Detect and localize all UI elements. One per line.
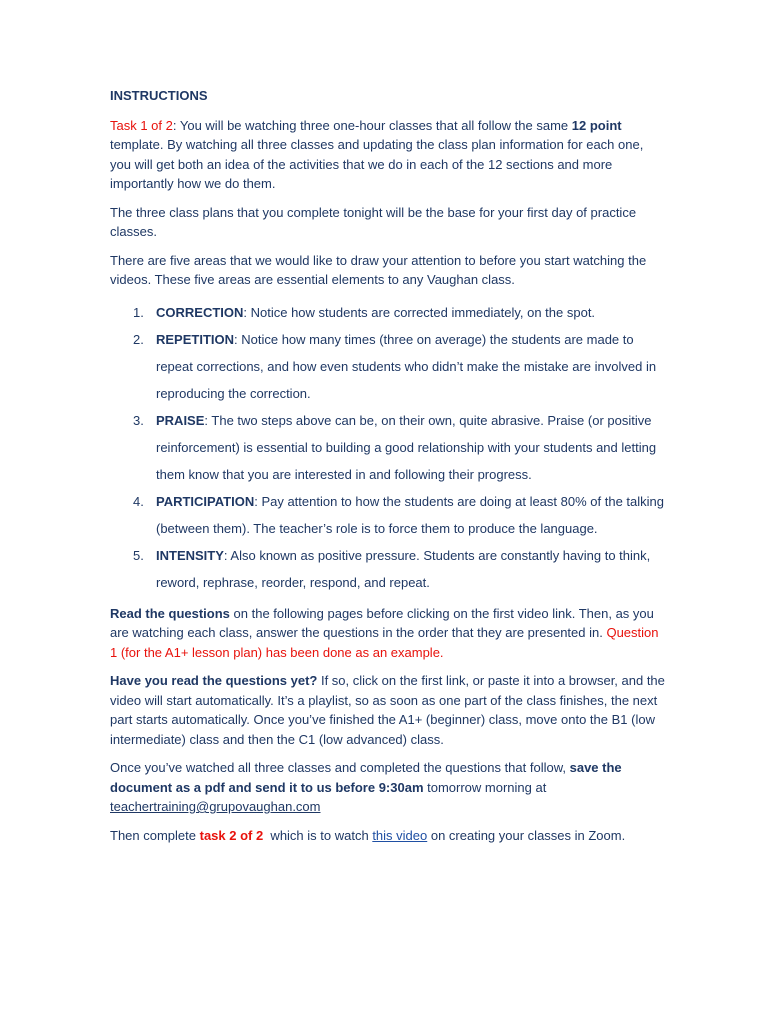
submit-paragraph — [110, 758, 666, 817]
list-item-text: : Notice how students are corrected immediately, on the spot. — [243, 304, 596, 320]
list-item-text: : Pay attention to how the students are doing at least 80% of the talking (between them). The teacher’s role is to force them to produce the language. — [156, 493, 664, 536]
submit-text-a: Once you’ve watched all three classes and completed the questions that follow, — [110, 760, 570, 775]
task2-text-c: on creating your classes in Zoom. — [427, 827, 626, 843]
video-link[interactable]: this video — [372, 827, 428, 843]
example-note: Question 1 (for the A1+ lesson plan) has been done as an example. — [110, 625, 659, 660]
task1-text-a: : You will be watching three one-hour classes that all follow the same — [172, 117, 572, 133]
list-item-title: INTENSITY — [156, 547, 224, 563]
submit-bold: save the document as a pdf and send it to us before 9:30am — [110, 760, 622, 795]
list-item-text: : Notice how many times (three on average) the students are made to repeat corrections, and how even students who didn’t make the mistake are involved in reproducing the correction. — [156, 331, 657, 401]
list-item-number: 3. — [133, 412, 144, 428]
task1-bold: 12 point — [571, 117, 622, 133]
have-you-read-text: If so, click on the first link, or paste it into a browser, and the video will start automatically. It’s a playlist, so as soon as one part of the class finishes, the next part starts automatically. Once you’ve finished the A1+ (beginner) class, move onto the B1 (low intermediate) class and then the C1 (low advanced) class. — [110, 673, 665, 747]
list-item — [110, 299, 666, 326]
list-item-number: 5. — [133, 547, 144, 563]
page-heading: INSTRUCTIONS — [110, 88, 208, 103]
list-item-text: : Also known as positive pressure. Students are constantly having to think, reword, rephrase, reorder, respond, and repeat. — [156, 547, 651, 590]
list-item — [110, 488, 666, 542]
list-item-title: CORRECTION — [156, 304, 244, 320]
list-item — [110, 407, 666, 488]
task1-paragraph — [110, 116, 666, 194]
list-item-title: PRAISE — [156, 412, 205, 428]
list-item-number: 4. — [133, 493, 144, 509]
class-plans-paragraph: The three class plans that you complete tonight will be the base for your first day of practice classes. — [110, 204, 637, 239]
read-questions-paragraph — [110, 604, 666, 663]
five-areas-list — [110, 299, 666, 596]
list-item-number: 2. — [133, 331, 144, 347]
list-item — [110, 542, 666, 596]
document-page — [110, 86, 666, 854]
task2-text-a: Then complete — [110, 827, 200, 843]
task1-text-b: template. By watching all three classes and updating the class plan information for each one, you will get both an idea of the activities that we do in each of the 12 sections and more importantly how we do them. — [110, 137, 644, 191]
list-item-title: PARTICIPATION — [156, 493, 255, 509]
task2-label: task 2 of 2 — [199, 827, 264, 843]
list-item-text: : The two steps above can be, on their own, quite abrasive. Praise (or positive reinforcement) is essential to building a good relationship with your students and letting them know that you are interested in and following their progress. — [156, 412, 657, 482]
email-link[interactable]: teachertraining@grupovaughan.com — [110, 799, 321, 814]
list-item — [110, 326, 666, 407]
task2-text-b: which is to watch — [263, 827, 373, 843]
list-item-number: 1. — [133, 304, 144, 320]
submit-text-b: tomorrow morning at — [423, 779, 547, 795]
have-you-read-paragraph — [110, 671, 666, 749]
have-you-read-bold: Have you read the questions yet? — [110, 673, 318, 688]
five-areas-paragraph: There are five areas that we would like to draw your attention to before you start watching the videos. These five areas are essential elements to any Vaughan class. — [110, 252, 647, 287]
read-questions-text: on the following pages before clicking on the first video link. Then, as you are watching each class, answer the questions in the order that they are presented in. — [110, 605, 654, 640]
read-questions-bold: Read the questions — [110, 605, 230, 621]
list-item-title: REPETITION — [156, 331, 235, 347]
task2-paragraph — [110, 826, 666, 846]
task1-label: Task 1 of 2 — [110, 117, 173, 133]
